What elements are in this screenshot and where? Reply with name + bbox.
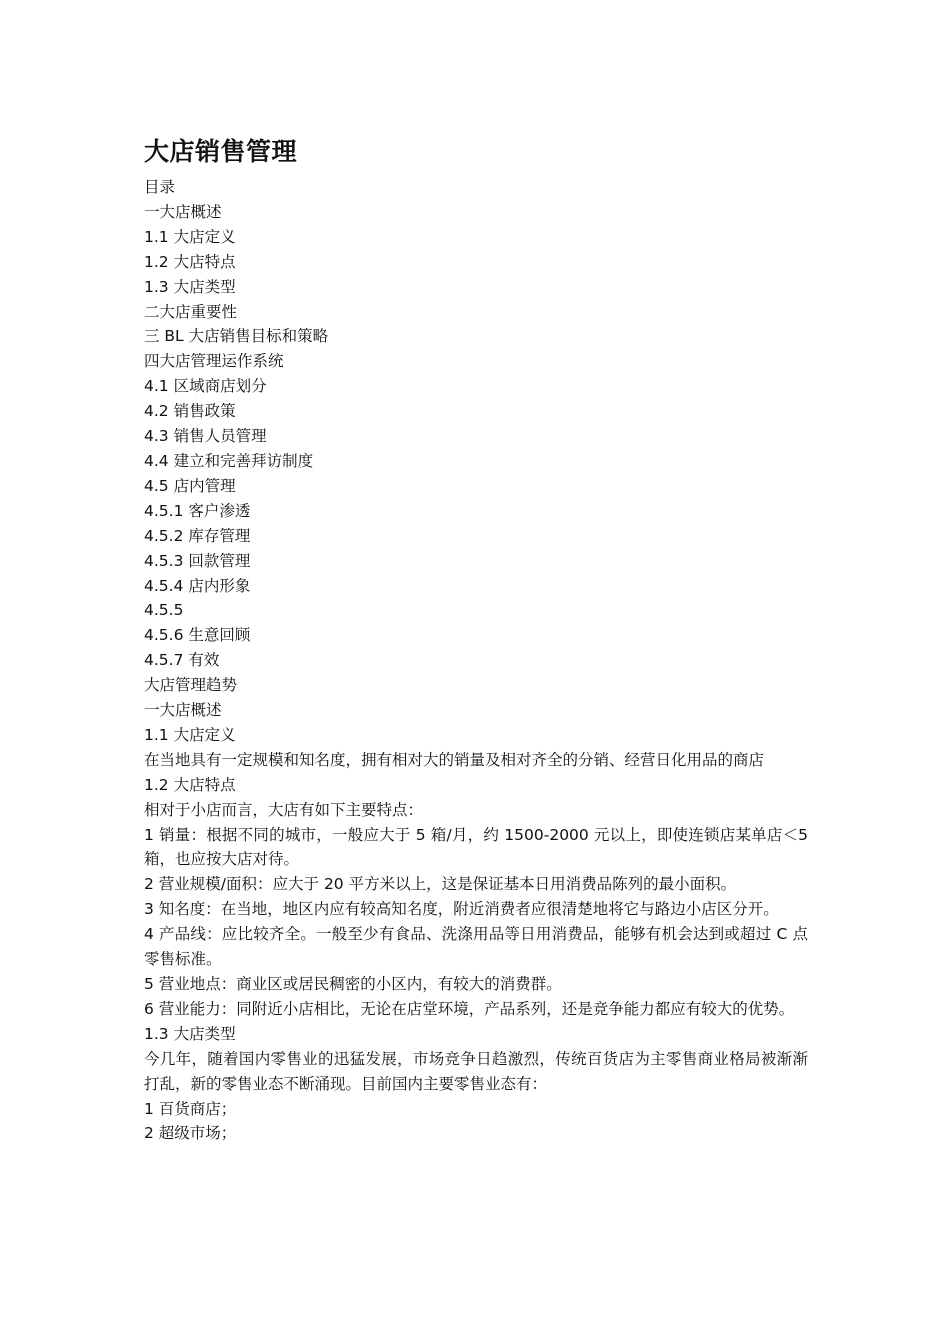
list-item: 3 知名度：在当地，地区内应有较高知名度，附近消费者应很清楚地将它与路边小店区分开。 <box>144 900 779 919</box>
list-item: 5 营业地点：商业区或居民稠密的小区内，有较大的消费群。 <box>144 975 562 993</box>
toc-item: 4.5 店内管理 <box>144 476 236 495</box>
list-item: 4 产品线：应比较齐全。一般至少有食品、洗涤用品等日用消费品，能够有机会达到或超过 C 点零售标准。 <box>144 925 808 969</box>
toc-item: 4.5.1 客户渗透 <box>144 501 251 520</box>
toc-item: 4.5.5 <box>144 601 184 620</box>
toc-item: 4.5.3 回款管理 <box>144 551 251 570</box>
subsection-heading: 1.1 大店定义 <box>144 725 236 744</box>
toc-item: 4.5.4 店内形象 <box>144 576 251 595</box>
toc-item: 4.2 销售政策 <box>144 402 236 421</box>
list-item: 1 销量：根据不同的城市，一般应大于 5 箱/月，约 1500-2000 元以上，即使连锁店某单店＜5 箱，也应按大店对待。 <box>144 825 808 869</box>
toc-item: 4.5.6 生意回顾 <box>144 626 251 645</box>
toc-item: 4.1 区域商店划分 <box>144 377 267 396</box>
table-of-contents <box>144 175 808 698</box>
toc-item: 四大店管理运作系统 <box>144 352 284 371</box>
paragraph: 今几年，随着国内零售业的迅猛发展，市场竞争日趋激烈，传统百货店为主零售商业格局被渐渐打乱，新的零售业态不断涌现。目前国内主要零售业态有： <box>144 1049 808 1093</box>
section-heading: 一大店概述 <box>144 701 222 720</box>
toc-item: 二大店重要性 <box>144 302 238 321</box>
toc-item: 一大店概述 <box>144 202 222 221</box>
subsection-heading: 1.2 大店特点 <box>144 775 236 794</box>
toc-item: 4.3 销售人员管理 <box>144 427 267 446</box>
toc-heading: 目录 <box>144 178 176 196</box>
document-content <box>144 135 808 1146</box>
paragraph: 在当地具有一定规模和知名度，拥有相对大的销量及相对齐全的分销、经营日化用品的商店 <box>144 750 765 769</box>
list-item: 2 超级市场； <box>144 1124 237 1143</box>
list-item: 6 营业能力：同附近小店相比，无论在店堂环境，产品系列，还是竞争能力都应有较大的优势。 <box>144 999 795 1018</box>
document-title: 大店销售管理 <box>144 137 298 166</box>
subsection-heading: 1.3 大店类型 <box>144 1024 236 1043</box>
toc-item: 4.5.2 库存管理 <box>144 526 251 545</box>
toc-item: 4.4 建立和完善拜访制度 <box>144 451 314 470</box>
toc-item: 三 BL 大店销售目标和策略 <box>144 327 329 346</box>
toc-item: 1.3 大店类型 <box>144 277 236 296</box>
list-item: 2 营业规模/面积：应大于 20 平方米以上，这是保证基本日用消费品陈列的最小面积。 <box>144 875 737 894</box>
toc-item: 4.5.7 有效 <box>144 651 220 670</box>
toc-item: 大店管理趋势 <box>144 676 238 695</box>
list-item: 1 百货商店； <box>144 1099 237 1118</box>
toc-item: 1.2 大店特点 <box>144 252 236 271</box>
document-body <box>144 698 808 1146</box>
toc-item: 1.1 大店定义 <box>144 227 236 246</box>
paragraph: 相对于小店而言，大店有如下主要特点： <box>144 800 424 819</box>
